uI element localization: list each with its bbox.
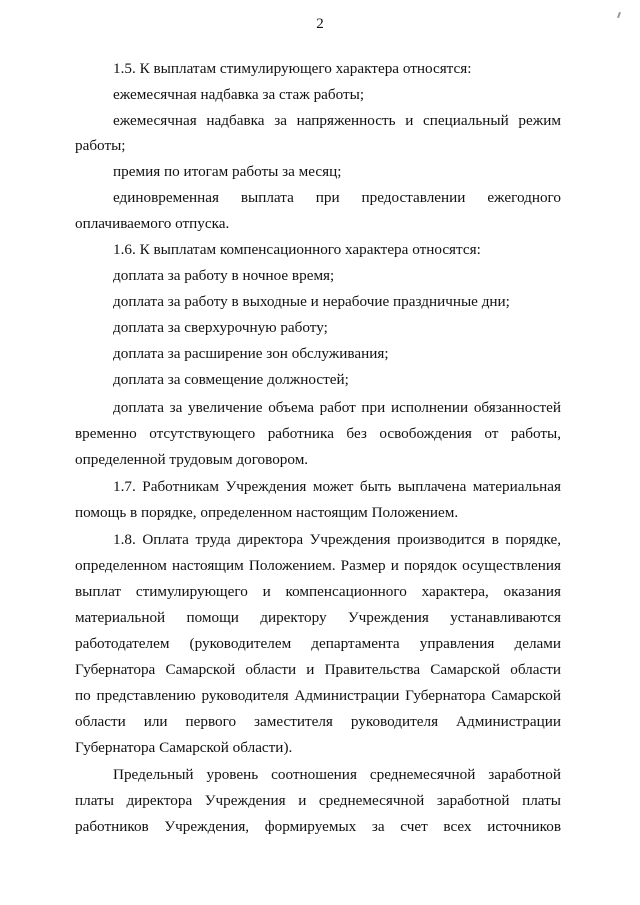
text-line: ежемесячная надбавка за стаж работы; <box>113 86 365 103</box>
text-line: доплата за увеличение объема работ при исполнении обязанностей <box>113 399 561 416</box>
text-line: Предельный уровень соотношения среднемесячной заработной <box>113 766 561 783</box>
page-number: 2 <box>316 16 324 32</box>
text-line: области или первого заместителя руководителя Администрации <box>75 713 561 730</box>
text-line: доплата за расширение зон обслуживания; <box>113 345 389 362</box>
text-line: доплата за совмещение должностей; <box>113 371 349 388</box>
text-line: ежемесячная надбавка за напряженность и специальный режим <box>113 112 561 129</box>
text-line: работников Учреждения, формируемых за счет всех источников <box>75 818 561 835</box>
text-line: 1.8. Оплата труда директора Учреждения производится в порядке, <box>113 531 561 548</box>
text-line: Губернатора Самарской области и Правительства Самарской области <box>75 661 561 678</box>
text-line: единовременная выплата при предоставлении ежегодного <box>113 189 561 206</box>
text-line: премия по итогам работы за месяц; <box>113 163 342 180</box>
text-line: выплат стимулирующего и компенсационного характера, оказания <box>75 583 561 600</box>
text-line: 1.7. Работникам Учреждения может быть выплачена материальная <box>113 478 561 495</box>
text-line: платы директора Учреждения и среднемесячной заработной платы <box>75 792 561 809</box>
text-line: доплата за работу в ночное время; <box>113 267 335 284</box>
text-line: работы; <box>75 137 126 154</box>
text-line: по представлению руководителя Администрации Губернатора Самарской <box>75 687 561 704</box>
text-line: определенной трудовым договором. <box>75 451 309 468</box>
text-line: определенном настоящим Положением. Размер и порядок осуществления <box>75 557 561 574</box>
text-line: помощь в порядке, определенном настоящим Положением. <box>75 504 459 521</box>
text-line: работодателем (руководителем департамента управления делами <box>75 635 561 652</box>
text-line: материальной помощи директору Учреждения устанавливаются <box>75 609 561 626</box>
text-line: временно отсутствующего работника без освобождения от работы, <box>75 425 561 442</box>
text-line: Губернатора Самарской области). <box>75 739 293 756</box>
text-line: доплата за работу в выходные и нерабочие праздничные дни; <box>113 293 510 310</box>
text-line: 1.6. К выплатам компенсационного характера относятся: <box>113 241 481 258</box>
text-line: 1.5. К выплатам стимулирующего характера относятся: <box>113 60 472 77</box>
text-line: доплата за сверхурочную работу; <box>113 319 328 336</box>
text-line: оплачиваемого отпуска. <box>75 215 230 232</box>
